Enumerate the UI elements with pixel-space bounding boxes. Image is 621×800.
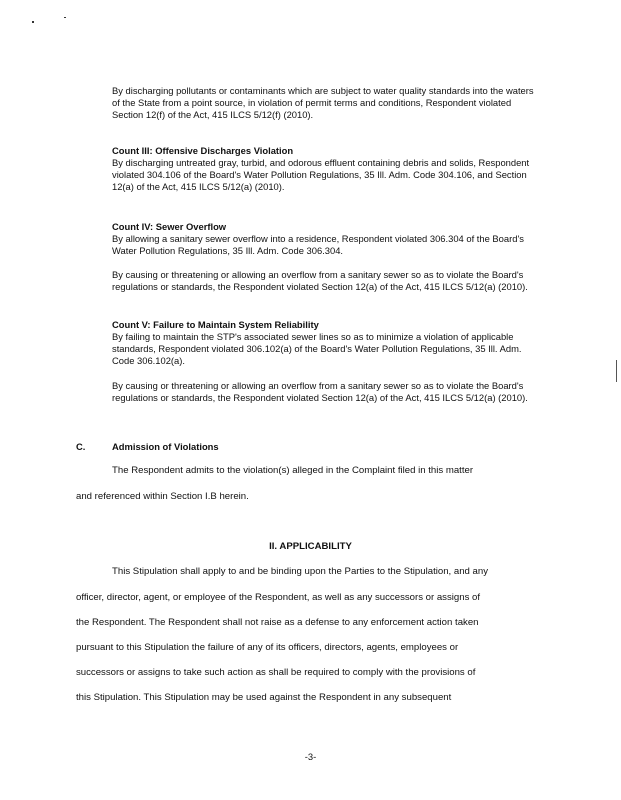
paragraph-point-source-text: By discharging pollutants or contaminants which are subject to water quality standards into the waters of the State from a point source, in violation of permit terms and conditions, Respondent violated Section 12(f) of the Act, 415 ILCS 5/12(f) (2010). <box>112 85 534 120</box>
page-number: -3- <box>304 751 317 762</box>
count-5-heading: Count V: Failure to Maintain System Reliability <box>112 319 319 330</box>
section-ii-line-1: This Stipulation shall apply to and be binding upon the Parties to the Stipulation, and any <box>112 566 489 577</box>
count-3-heading: Count III: Offensive Discharges Violation <box>112 145 294 156</box>
count-4-text-2: By causing or threatening or allowing an overflow from a sanitary sewer so as to violate the Board's regulations or standards, the Respondent violated Section 12(a) of the Act, 415 ILCS 5/12(a) (2010). <box>112 269 528 292</box>
count-3-section <box>112 145 537 193</box>
count-4-text-1: By allowing a sanitary sewer overflow into a residence, Respondent violated 306.304 of the Board's Water Pollution Regulations, 35 Ill. Adm. Code 306.304. <box>112 233 524 256</box>
section-c-line-2: and referenced within Section I.B herein. <box>76 491 249 502</box>
count-3-text: By discharging untreated gray, turbid, and odorous effluent containing debris and solids, Respondent violated 304.106 of the Board's Water Pollution Regulations, 35 Ill. Adm. Code 304.106, and Section 12(a) of the Act, 415 ILCS 5/12(a) (2010). <box>112 157 530 192</box>
section-ii-line-6: this Stipulation. This Stipulation may be used against the Respondent in any subsequent <box>76 692 452 703</box>
paragraph-point-source <box>112 85 537 121</box>
section-ii-line-3: the Respondent. The Respondent shall not raise as a defense to any enforcement action taken <box>76 617 479 628</box>
count-5-text-1: By failing to maintain the STP's associated sewer lines so as to minimize a violation of applicable standards, Respondent violated 306.102(a) of the Board's Water Pollution Regulations, 35 Ill. Adm. Code 306.102(a). <box>112 331 522 366</box>
count-4-heading: Count IV: Sewer Overflow <box>112 221 227 232</box>
count-4-paragraph-2 <box>112 269 537 293</box>
count-5-section <box>112 319 537 367</box>
section-c-heading <box>76 441 219 452</box>
count-4-section <box>112 221 537 257</box>
count-5-paragraph-2 <box>112 380 537 404</box>
section-c-title: Admission of Violations <box>112 441 219 452</box>
section-ii-line-5: successors or assigns to take such action as shall be required to comply with the provisions of <box>76 667 476 678</box>
count-5-text-2: By causing or threatening or allowing an overflow from a sanitary sewer so as to violate the Board's regulations or standards, the Respondent violated Section 12(a) of the Act, 415 ILCS 5/12(a) (2010). <box>112 380 528 403</box>
section-c-letter: C. <box>76 441 86 452</box>
section-ii-line-4: pursuant to this Stipulation the failure of any of its officers, directors, agents, employees or <box>76 642 459 653</box>
section-ii-line-2: officer, director, agent, or employee of the Respondent, as well as any successors or assigns of <box>76 592 481 603</box>
section-c-line-1: The Respondent admits to the violation(s) alleged in the Complaint filed in this matter <box>112 465 474 476</box>
section-ii-heading: II. APPLICABILITY <box>269 541 352 552</box>
